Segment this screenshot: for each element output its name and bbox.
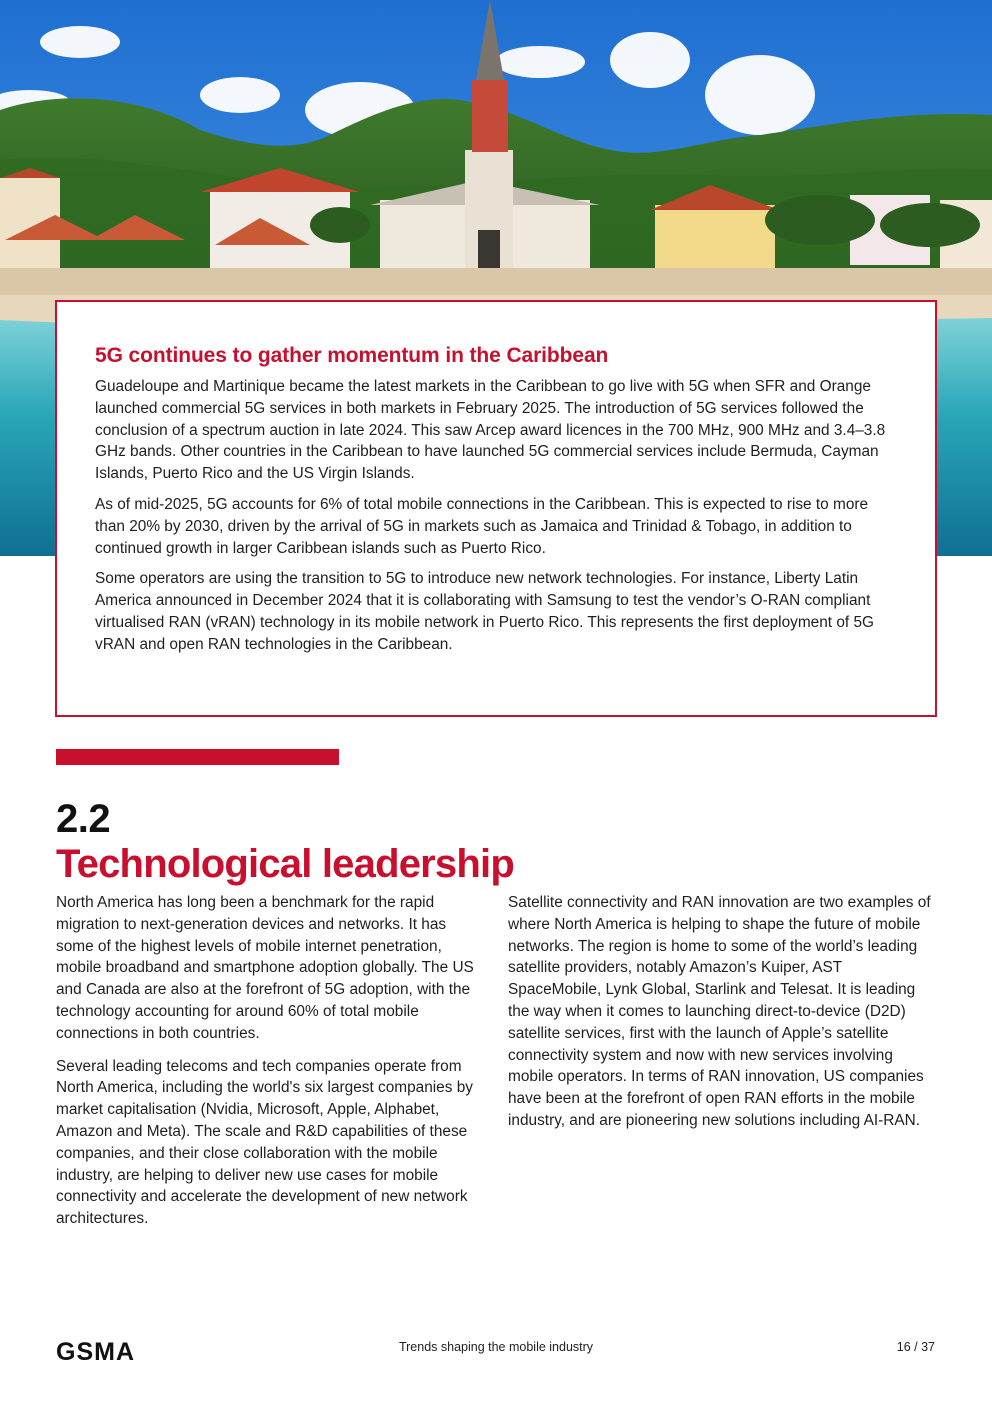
section-accent-bar	[56, 749, 339, 765]
callout-box	[55, 300, 937, 717]
callout-title: 5G continues to gather momentum in the Caribbean	[95, 344, 609, 367]
body-paragraph: Satellite connectivity and RAN innovation are two examples of where North America is helping to shape the future of mobile networks. The region is home to some of the world’s leading satellite providers, notably Amazon’s Kuiper, AST SpaceMobile, Lynk Global, Starlink and Telesat. It is leading the way when it comes to launching direct-to-device (D2D) satellite services, first with the launch of Apple’s satellite connectivity system and now with new services involving mobile operators. In terms of RAN innovation, US companies have been at the forefront of open RAN efforts in the mobile industry, and are pioneering new solutions including AI-RAN.	[508, 894, 931, 1129]
body-column-left	[56, 892, 488, 1241]
section-title: Technological leadership	[56, 842, 514, 886]
callout-paragraph: Guadeloupe and Martinique became the latest markets in the Caribbean to go live with 5G when SFR and Orange launched commercial 5G services in both markets in February 2025. The introduction of 5G services followed the conclusion of a spectrum auction in late 2024. This saw Arcep award licences in the 700 MHz, 900 MHz and 3.4–3.8 GHz bands. Other countries in the Caribbean to have launched 5G commercial services include Bermuda, Cayman Islands, Puerto Rico and the US Virgin Islands.	[95, 378, 886, 483]
body-paragraph: Several leading telecoms and tech companies operate from North America, including the world's six largest companies by market capitalisation (Nvidia, Microsoft, Apple, Alphabet, Amazon and Meta). The scale and R&D capabilities of these companies, and their close collaboration with the mobile industry, are helping to deliver new use cases for mobile connectivity and accelerate the development of new network architectures.	[56, 1057, 473, 1228]
body-paragraph: North America has long been a benchmark for the rapid migration to next-generation devices and networks. It has some of the highest levels of mobile internet penetration, mobile broadband and smartphone adoption globally. The US and Canada are also at the forefront of 5G adoption, with the technology accounting for around 60% of total mobile connections in both countries.	[56, 894, 474, 1042]
footer-document-title: Trends shaping the mobile industry	[398, 1340, 594, 1354]
callout-paragraph: Some operators are using the transition to 5G to introduce new network technologies. For instance, Liberty Latin America announced in December 2024 that it is collaborating with Samsung to test the vendor’s O-RAN compliant virtualised RAN (vRAN) technology in its mobile network in Puerto Rico. This represents the first deployment of 5G vRAN and open RAN technologies in the Caribbean.	[95, 570, 874, 653]
body-column-right	[508, 892, 938, 1143]
section-number: 2.2	[56, 797, 111, 841]
page-number: 16 / 37	[896, 1340, 935, 1354]
svg-text:GSMA: GSMA	[56, 1339, 135, 1363]
callout-paragraph: As of mid-2025, 5G accounts for 6% of total mobile connections in the Caribbean. This is expected to rise to more than 20% by 2030, driven by the arrival of 5G in markets such as Jamaica and Trinidad & Tobago, in addition to continued growth in larger Caribbean islands such as Puerto Rico.	[95, 495, 869, 557]
